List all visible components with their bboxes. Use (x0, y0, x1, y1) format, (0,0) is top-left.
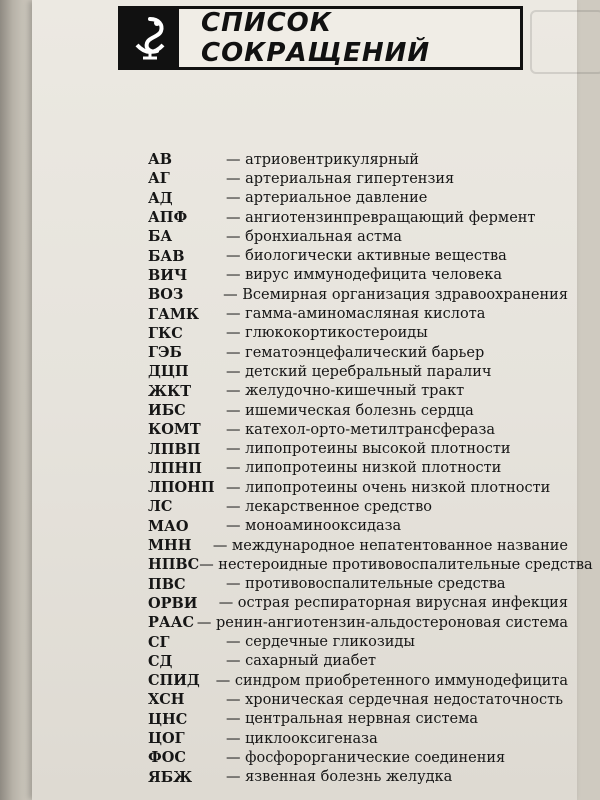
abbreviation-row (148, 517, 568, 536)
abbreviation-definition: — глюкокортикостероиды (226, 325, 428, 342)
abbreviation-term: ОРВИ (148, 594, 198, 612)
abbreviation-definition: — центральная нервная система (226, 711, 478, 728)
abbreviation-definition: — язвенная болезнь желудка (226, 769, 453, 786)
abbreviation-definition: — биологически активные вещества (226, 248, 507, 265)
abbreviation-term: ВИЧ (148, 266, 188, 284)
abbreviation-row (148, 420, 568, 439)
abbreviation-definition: — бронхиальная астма (226, 228, 402, 245)
abbreviation-definition: — липопротеины очень низкой плотности (226, 479, 551, 496)
abbreviation-definition: — ренин-ангиотензин-альдостероновая система (196, 614, 568, 631)
abbreviation-term: СГ (148, 633, 170, 651)
abbreviation-term: ПВС (148, 575, 186, 593)
abbreviation-definition: — хроническая сердечная недостаточность (226, 691, 563, 708)
abbreviation-row (148, 575, 568, 594)
abbreviation-definition: — Всемирная организация здравоохранения (223, 286, 568, 303)
abbreviation-term: ЛПОНП (148, 479, 215, 497)
abbreviation-definition: — липопротеины низкой плотности (226, 460, 502, 477)
abbreviation-definition: — артериальное давление (226, 190, 428, 207)
abbreviation-definition: — ангиотензинпревращающий фермент (226, 209, 536, 226)
abbreviation-term: РААС (148, 614, 195, 632)
abbreviation-term: ИБС (148, 402, 186, 419)
abbreviation-term: ГАМК (148, 305, 200, 323)
abbreviation-row (148, 768, 568, 787)
page-title: СПИСОК СОКРАЩЕНИЙ (201, 8, 431, 68)
abbreviation-definition: — атриовентрикулярный (226, 151, 419, 168)
abbreviation-definition: — противовоспалительные средства (226, 576, 506, 593)
abbreviation-term: БАВ (148, 247, 185, 265)
abbreviation-definition: — артериальная гипертензия (226, 170, 455, 187)
abbreviation-row (148, 189, 568, 208)
abbreviation-term: СД (148, 652, 173, 670)
section-header (118, 6, 523, 70)
abbreviation-term: СПИД (148, 672, 200, 690)
abbreviation-definition: — гематоэнцефалический барьер (226, 344, 485, 361)
abbreviation-term: АД (148, 189, 173, 207)
abbreviation-row (148, 671, 568, 690)
abbreviation-definition: — сахарный диабет (226, 653, 377, 670)
abbreviation-term: ЖКТ (148, 382, 192, 400)
abbreviation-row (148, 748, 568, 767)
abbreviation-term: МАО (148, 517, 189, 535)
abbreviation-definition: — детский церебральный паралич (226, 363, 492, 380)
abbreviation-term: ЛПВП (148, 440, 201, 458)
abbreviation-row (148, 401, 568, 420)
bleed-through-logo (530, 10, 600, 74)
abbreviation-definition: — вирус иммунодефицита человека (226, 267, 502, 284)
abbreviation-term: АВ (148, 151, 173, 169)
abbreviation-row (148, 632, 568, 651)
adjacent-page-edge (0, 0, 32, 800)
abbreviation-definition: — фосфорорганические соединения (226, 749, 506, 766)
abbreviation-term: ЛС (148, 498, 173, 516)
abbreviation-row (148, 555, 593, 574)
abbreviation-definition: — гамма-аминомасляная кислота (226, 306, 486, 323)
abbreviation-definition: — международное непатентованное название (212, 537, 568, 554)
abbreviation-term: ГКС (148, 324, 183, 342)
abbreviation-definition: — острая респираторная вирусная инфекция (218, 595, 568, 612)
abbreviation-term: ЦОГ (148, 730, 185, 748)
abbreviation-row (148, 594, 568, 613)
abbreviation-definition: — желудочно-кишечный тракт (226, 383, 465, 400)
abbreviation-row (148, 729, 568, 748)
abbreviation-row (148, 497, 568, 516)
abbreviation-row (148, 208, 568, 227)
abbreviation-row (148, 362, 568, 381)
abbreviation-row (148, 169, 568, 188)
abbreviation-row (148, 227, 568, 246)
abbreviation-definition: — липопротеины высокой плотности (226, 441, 511, 458)
abbreviation-definition: — циклооксигеназа (226, 730, 378, 747)
abbreviation-term: АГ (148, 170, 170, 188)
abbreviation-term: КОМТ (148, 421, 201, 439)
abbreviation-definition: — синдром приобретенного иммунодефицита (215, 672, 568, 689)
abbreviation-term: ЦНС (148, 710, 188, 728)
abbreviation-definition: — лекарственное средство (226, 498, 432, 515)
abbreviation-row (148, 304, 568, 323)
pharmacy-snake-bowl-icon (121, 9, 179, 67)
abbreviation-row (148, 652, 568, 671)
abbreviation-term: МНН (148, 537, 192, 555)
abbreviation-definition: — сердечные гликозиды (226, 634, 415, 651)
adjacent-page-right (577, 0, 600, 800)
abbreviation-term: ЛПНП (148, 459, 202, 477)
abbreviation-definition: — катехол-орто-метилтрансфераза (226, 421, 496, 438)
abbreviation-row (148, 266, 568, 285)
abbreviation-definition: — моноаминооксидаза (226, 518, 402, 535)
abbreviation-term: ЯБЖ (148, 768, 193, 786)
abbreviation-row (148, 382, 568, 401)
abbreviation-row (148, 536, 568, 555)
abbreviation-definition: — нестероидные противовоспалительные средства (199, 556, 593, 573)
abbreviation-row (148, 690, 568, 709)
abbreviation-row (148, 478, 568, 497)
abbreviation-term: БА (148, 228, 173, 246)
abbreviation-row (148, 343, 568, 362)
abbreviation-term: АПФ (148, 209, 188, 227)
abbreviation-list (148, 150, 593, 787)
abbreviation-term: ГЭБ (148, 344, 182, 362)
abbreviation-term: ХСН (148, 691, 185, 709)
abbreviation-term: ВОЗ (148, 286, 184, 304)
abbreviation-term: ФОС (148, 749, 186, 767)
abbreviation-row (148, 285, 568, 304)
abbreviation-definition: — ишемическая болезнь сердца (226, 402, 474, 419)
abbreviation-term: ДЦП (148, 363, 189, 381)
abbreviation-row (148, 246, 568, 265)
abbreviation-term: НПВС (148, 556, 200, 574)
abbreviation-row (148, 710, 568, 729)
abbreviation-row (148, 324, 568, 343)
abbreviation-row (148, 613, 568, 632)
abbreviation-row (148, 459, 568, 478)
abbreviation-row (148, 439, 568, 458)
abbreviation-row (148, 150, 568, 169)
